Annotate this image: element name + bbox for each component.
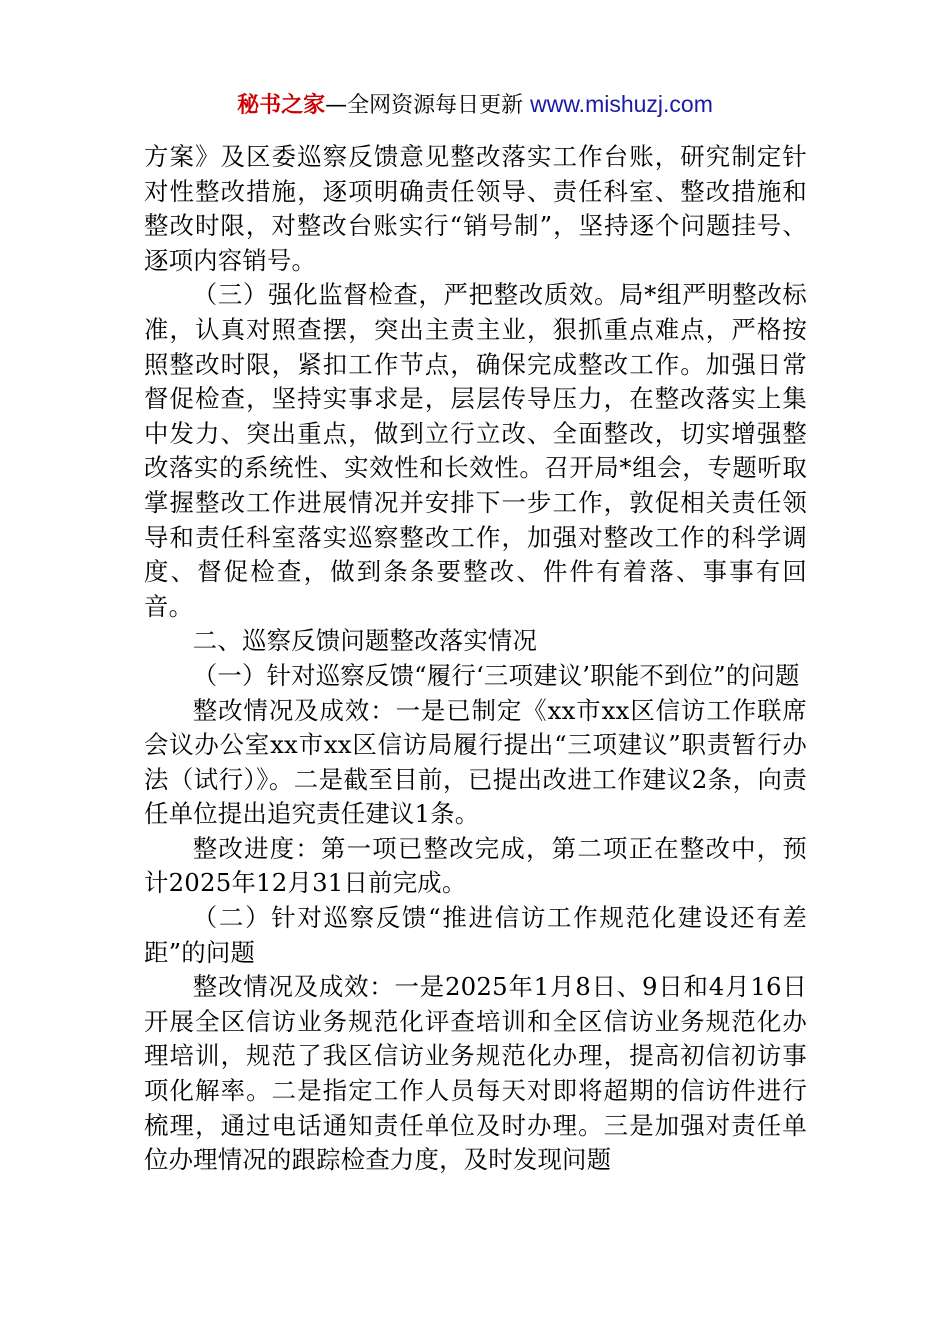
paragraph-continuation: 方案》及区委巡察反馈意见整改落实工作台账，研究制定针对性整改措施，逐项明确责任领导、责任科室、整改措施和整改时限，对整改台账实行“销号制”，坚持逐个问题挂号、逐项内容销号。 <box>144 142 807 275</box>
section-heading-2: 二、巡察反馈问题整改落实情况 <box>192 626 538 656</box>
subheading-issue-2: （二）针对巡察反馈“推进信访工作规范化建设还有差距”的问题 <box>144 903 807 967</box>
document-body <box>144 140 807 1178</box>
header-tagline: —全网资源每日更新 <box>325 93 531 118</box>
paragraph-supervision: （三）强化监督检查，严把整改质效。局*组严明整改标准，认真对照查摆，突出主责主业，狠抓重点难点，严格按照整改时限，紧扣工作节点，确保完成整改工作。加强日常督促检查，坚持实事求是，层层传导压力，在整改落实上集中发力、突出重点，做到立行立改、全面整改，切实增强整改落实的系统性、实效性和长效性。召开局*组会，专题听取掌握整改工作进展情况并安排下一步工作，敦促相关责任领导和责任科室落实巡察整改工作，加强对整改工作的科学调度、督促检查，做到条条要整改、件件有着落、事事有回音。 <box>144 280 807 621</box>
paragraph-issue-1-results: 整改情况及成效：一是已制定《xx市xx区信访工作联席会议办公室xx市xx区信访局履行提出“三项建议”职责暂行办法（试行）》。二是截至目前，已提出改进工作建议2条，向责任单位提出追究责任建议1条。 <box>144 695 807 829</box>
brand-name: 秘书之家 <box>237 93 326 118</box>
paragraph-issue-1-progress: 整改进度：第一项已整改完成，第二项正在整改中，预计2025年12月31日前完成。 <box>144 833 807 898</box>
site-url-link[interactable]: www.mishuzj.com <box>530 91 713 117</box>
paragraph-issue-2-results: 整改情况及成效：一是2025年1月8日、9日和4月16日开展全区信访业务规范化评查培训和全区信访业务规范化办理培训，规范了我区信访业务规范化办理，提高初信初访事项化解率。二是指定工作人员每天对即将超期的信访件进行梳理，通过电话通知责任单位及时办理。三是加强对责任单位办理情况的跟踪检查力度，及时发现问题 <box>144 972 807 1175</box>
subheading-issue-1: （一）针对巡察反馈“履行‘三项建议’职能不到位”的问题 <box>192 660 800 690</box>
site-header <box>0 88 950 122</box>
